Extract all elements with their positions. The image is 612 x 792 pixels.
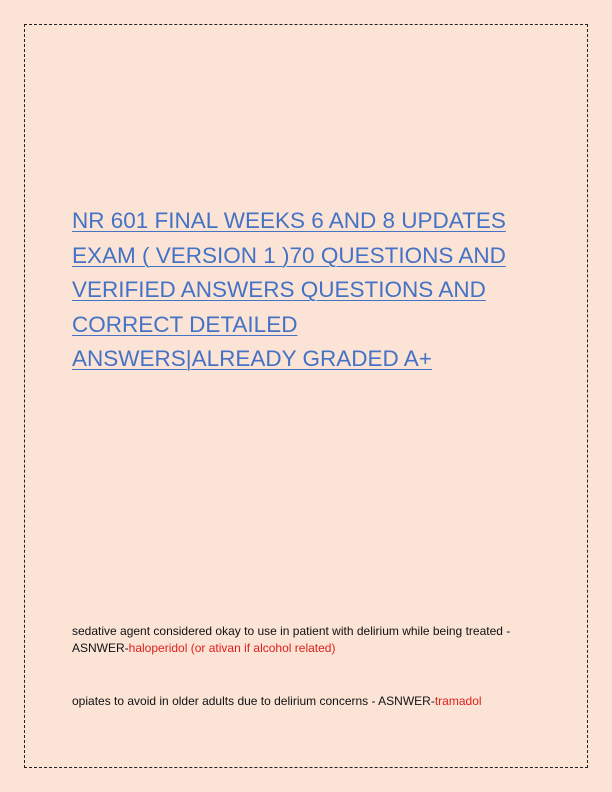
question-text: sedative agent considered okay to use in patient with delirium while being treated - ASNWER-: [72, 624, 511, 655]
document-title-link[interactable]: NR 601 FINAL WEEKS 6 AND 8 UPDATES EXAM ( VERSION 1 )70 QUESTIONS AND VERIFIED ANSWERS QUESTIONS AND CORRECT DETAILED ANSWERS|ALREADY GRADED A+: [72, 208, 506, 371]
qa-item: [72, 693, 542, 710]
qa-item: [72, 623, 542, 657]
question-text: opiates to avoid in older adults due to delirium concerns - ASNWER-: [72, 694, 435, 708]
answer-text: tramadol: [434, 694, 482, 708]
answer-text: haloperidol (or ativan if alcohol related): [128, 641, 336, 655]
